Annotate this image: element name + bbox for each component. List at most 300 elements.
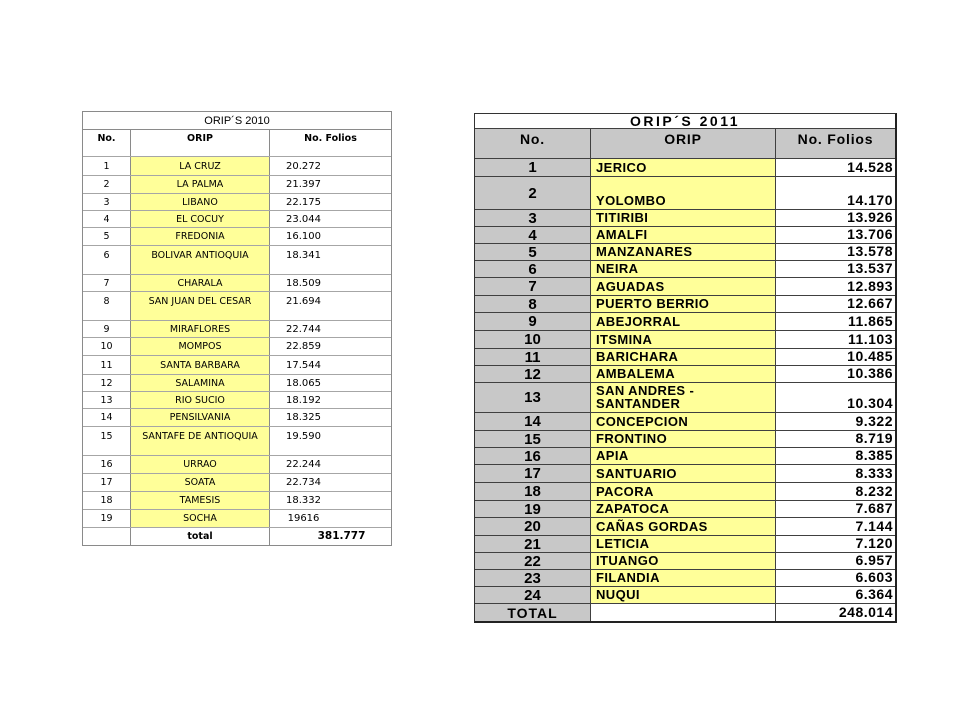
row-number-cell (83, 375, 131, 391)
orip-name: CONCEPCION (596, 414, 689, 429)
row-number: 15 (100, 431, 113, 442)
orip-name-cell (591, 349, 776, 365)
orip-name-cell (591, 278, 776, 295)
row-number-cell (475, 465, 591, 482)
row-number-cell (83, 321, 131, 337)
row-number-cell (475, 448, 591, 464)
orip-name: SALAMINA (175, 377, 225, 389)
folios-count: 18.509 (286, 277, 321, 289)
table-row (83, 510, 391, 528)
row-number: 6 (528, 261, 537, 277)
orip-name: LETICIA (596, 536, 650, 551)
orip-name: SAN JUAN DEL CESAR (148, 296, 252, 307)
folios-count-cell (776, 553, 895, 569)
folios-count-cell (270, 338, 391, 355)
row-number: 3 (528, 210, 537, 226)
row-number-cell (475, 366, 591, 382)
header-no: No. (520, 131, 545, 147)
folios-count: 10.485 (847, 349, 893, 364)
table-row (475, 570, 895, 587)
row-number-cell (83, 492, 131, 509)
folios-count: 22.859 (286, 341, 321, 352)
row-number: 17 (100, 477, 113, 488)
table-row (475, 313, 895, 331)
folios-count: 23.044 (286, 213, 321, 225)
orip-name: MOMPOS (178, 341, 222, 352)
table-row (475, 296, 895, 313)
orip-name: CHARALA (177, 277, 223, 289)
table-row (83, 275, 391, 292)
folios-count: 18.192 (286, 394, 321, 406)
orip-name-cell (591, 159, 776, 176)
row-number: 6 (103, 250, 110, 261)
row-number: 12 (100, 377, 113, 389)
table-row (83, 492, 391, 510)
header-folios: No. Folios (304, 133, 357, 144)
orip-name-cell (591, 431, 776, 447)
folios-count: 18.325 (286, 412, 321, 423)
table-row (83, 356, 391, 375)
folios-count-cell (776, 177, 895, 209)
orip-name: EL COCUY (176, 213, 224, 225)
table-row (475, 383, 895, 413)
orip-name: LIBANO (182, 196, 218, 208)
table-row (475, 331, 895, 349)
folios-count-cell (776, 501, 895, 517)
row-number-cell (475, 227, 591, 243)
row-number-cell (475, 177, 591, 209)
orip-name-cell (131, 321, 270, 337)
row-number: 10 (100, 341, 113, 352)
row-number: 22 (524, 553, 541, 569)
row-number-cell (475, 501, 591, 517)
row-number-cell (83, 338, 131, 355)
orip-name: TAMESIS (179, 495, 221, 506)
folios-count: 22.744 (286, 323, 321, 335)
folios-count: 19616 (287, 513, 320, 524)
orip-name: AMALFI (596, 227, 648, 242)
orip-name: AMBALEMA (596, 366, 676, 381)
header-no: No. (97, 133, 116, 144)
folios-count-cell (776, 465, 895, 482)
folios-count-cell (776, 159, 895, 176)
total-folios: 381.777 (317, 530, 366, 542)
row-number: 20 (524, 518, 541, 535)
folios-count-cell (776, 518, 895, 535)
row-number: 8 (528, 296, 537, 312)
folios-count: 8.385 (855, 448, 893, 463)
folios-count-cell (776, 210, 895, 226)
table-row (475, 465, 895, 483)
row-number-cell (475, 244, 591, 260)
folios-count: 17.544 (286, 359, 321, 371)
orip-name-cell (131, 427, 270, 455)
header-no-cell (475, 129, 591, 158)
table-row (475, 553, 895, 570)
table-row (475, 261, 895, 278)
table-row (83, 228, 391, 246)
row-number-cell (475, 331, 591, 348)
orip-name-cell (131, 510, 270, 527)
table-row (475, 518, 895, 536)
table-row (83, 474, 391, 492)
folios-count: 19.590 (286, 431, 321, 442)
row-number-cell (83, 510, 131, 527)
orip-2011-table (474, 113, 897, 623)
orip-name: JERICO (596, 160, 647, 175)
total-label: TOTAL (507, 604, 558, 621)
folios-count: 8.719 (855, 431, 893, 446)
orip-name: FRONTINO (596, 431, 668, 446)
table-header-row (83, 130, 391, 157)
total-folios-cell (776, 604, 895, 621)
orip-name-cell (131, 456, 270, 473)
orip-name-cell (131, 194, 270, 210)
row-number: 17 (524, 465, 541, 482)
table-row (83, 456, 391, 474)
total-row (83, 528, 391, 545)
orip-name: RIO SUCIO (175, 394, 225, 406)
orip-name-cell (591, 383, 776, 412)
orip-name: URRAO (183, 459, 217, 470)
orip-name-cell (131, 338, 270, 355)
orip-name-cell (591, 244, 776, 260)
orip-name: TITIRIBI (596, 210, 649, 225)
row-number-cell (83, 392, 131, 408)
orip-name: BARICHARA (596, 349, 679, 364)
orip-name-cell (591, 501, 776, 517)
row-number: 4 (528, 227, 537, 243)
folios-count-cell (776, 313, 895, 330)
folios-count: 7.144 (855, 518, 893, 534)
folios-count: 7.120 (855, 536, 893, 551)
folios-count: 6.957 (855, 553, 893, 568)
header-orip-cell (591, 129, 776, 158)
folios-count-cell (270, 194, 391, 210)
row-number: 16 (100, 459, 113, 470)
table-row (475, 501, 895, 518)
folios-count: 9.322 (855, 413, 893, 429)
row-number-cell (475, 278, 591, 295)
orip-name-cell (591, 465, 776, 482)
orip-name-cell (591, 227, 776, 243)
orip-name: CAÑAS GORDAS (596, 519, 708, 534)
folios-count: 13.926 (847, 210, 893, 225)
folios-count: 13.537 (847, 261, 893, 276)
orip-name-cell (131, 375, 270, 391)
table-row (83, 409, 391, 427)
table-row (83, 157, 391, 176)
folios-count-cell (776, 349, 895, 365)
folios-count: 21.397 (286, 179, 321, 190)
row-number-cell (475, 349, 591, 365)
table-header-row (475, 129, 895, 159)
folios-count-cell (270, 176, 391, 193)
row-number-cell (83, 292, 131, 320)
folios-count: 6.603 (855, 570, 893, 585)
orip-name: PUERTO BERRIO (596, 296, 710, 311)
orip-name: SAN ANDRES - SANTANDER (596, 383, 695, 411)
orip-name: SANTUARIO (596, 466, 677, 481)
orip-name-cell (131, 409, 270, 426)
orip-name: YOLOMBO (596, 193, 666, 208)
header-no-cell (83, 130, 131, 156)
header-folios-cell (776, 129, 895, 158)
table-row (83, 375, 391, 392)
orip-name: MIRAFLORES (169, 323, 231, 335)
folios-count: 18.332 (286, 495, 321, 506)
row-number-cell (83, 409, 131, 426)
table-row (475, 536, 895, 553)
row-number: 19 (100, 513, 113, 524)
row-number: 9 (528, 313, 537, 330)
orip-name-cell (591, 587, 776, 603)
folios-count-cell (776, 331, 895, 348)
table-row (475, 587, 895, 604)
folios-count-cell (776, 261, 895, 277)
folios-count-cell (270, 211, 391, 227)
folios-count-cell (776, 227, 895, 243)
orip-name-cell (591, 518, 776, 535)
folios-count-cell (776, 570, 895, 586)
total-folios: 248.014 (838, 604, 893, 620)
orip-name-cell (591, 261, 776, 277)
row-number: 5 (103, 231, 110, 242)
table-row (475, 483, 895, 501)
row-number: 7 (528, 278, 537, 295)
header-folios: No. Folios (797, 131, 874, 147)
total-label-cell (475, 604, 591, 621)
orip-name: LA PALMA (176, 179, 224, 190)
folios-count-cell (270, 492, 391, 509)
table-row (475, 177, 895, 210)
header-orip-cell (131, 130, 270, 156)
orip-name: FREDONIA (175, 231, 225, 242)
row-number-cell (83, 194, 131, 210)
orip-name: ABEJORRAL (596, 314, 681, 329)
row-number-cell (475, 587, 591, 603)
table-row (83, 321, 391, 338)
orip-name-cell (591, 570, 776, 586)
folios-count: 10.386 (847, 366, 893, 381)
row-number-cell (475, 431, 591, 447)
orip-name: FILANDIA (596, 570, 660, 585)
folios-count-cell (270, 375, 391, 391)
folios-count-cell (270, 292, 391, 320)
orip-name-cell (591, 536, 776, 552)
table-row (475, 448, 895, 465)
table-row (83, 392, 391, 409)
orip-name: ITUANGO (596, 553, 659, 568)
orip-name-cell (591, 331, 776, 348)
orip-name: MANZANARES (596, 244, 693, 259)
folios-count: 20.272 (286, 160, 321, 172)
folios-count: 11.865 (847, 313, 893, 329)
orip-name-cell (131, 246, 270, 274)
table-title-row (83, 112, 391, 130)
total-row (475, 604, 895, 621)
folios-count: 8.232 (855, 483, 893, 499)
table-row (83, 194, 391, 211)
folios-count: 21.694 (286, 296, 321, 307)
row-number-cell (475, 159, 591, 176)
folios-count-cell (270, 246, 391, 274)
folios-count-cell (776, 413, 895, 430)
folios-count-cell (270, 321, 391, 337)
folios-count: 22.244 (286, 459, 321, 470)
folios-count-cell (270, 392, 391, 408)
orip-name-cell (131, 292, 270, 320)
orip-name: AGUADAS (596, 279, 665, 294)
table-row (83, 176, 391, 194)
table-row (475, 278, 895, 296)
orip-name: SANTAFE DE ANTIOQUIA (142, 431, 258, 442)
table-title-row (475, 114, 895, 129)
folios-count: 12.893 (847, 278, 893, 294)
table-row (475, 244, 895, 261)
orip-name: APIA (596, 448, 629, 463)
folios-count: 18.341 (286, 250, 321, 261)
table-row (475, 227, 895, 244)
orip-name-cell (131, 275, 270, 291)
header-folios-cell (270, 130, 391, 156)
row-number-cell (475, 553, 591, 569)
folios-count: 13.706 (847, 227, 893, 242)
row-number-cell (475, 383, 591, 412)
folios-count-cell (270, 409, 391, 426)
folios-count: 8.333 (855, 465, 893, 481)
row-number: 4 (103, 213, 110, 225)
table-row (475, 366, 895, 383)
row-number: 21 (524, 536, 541, 552)
row-number: 5 (528, 244, 537, 260)
orip-name: NUQUI (596, 587, 640, 602)
folios-count-cell (776, 278, 895, 295)
row-number-cell (83, 456, 131, 473)
row-number-cell (83, 275, 131, 291)
folios-count-cell (776, 244, 895, 260)
orip-name: SOCHA (183, 513, 217, 524)
folios-count: 6.364 (855, 587, 893, 602)
row-number: 9 (103, 323, 110, 335)
orip-name-cell (591, 177, 776, 209)
row-number-cell (475, 261, 591, 277)
orip-name-cell (591, 210, 776, 226)
folios-count: 22.734 (286, 477, 321, 488)
folios-count-cell (270, 456, 391, 473)
table-row (475, 159, 895, 177)
table-title: ORIP´S 2011 (630, 113, 740, 129)
table-title: ORIP´S 2010 (204, 114, 270, 127)
row-number: 2 (103, 179, 110, 190)
row-number: 13 (524, 389, 541, 406)
orip-name: PENSILVANIA (169, 412, 231, 423)
folios-count-cell (270, 427, 391, 455)
row-number-cell (83, 176, 131, 193)
folios-count-cell (776, 366, 895, 382)
folios-count-cell (776, 383, 895, 412)
total-label: total (187, 531, 213, 542)
orip-name: NEIRA (596, 261, 639, 276)
row-number: 15 (524, 431, 541, 447)
orip-name-cell (591, 313, 776, 330)
row-number-cell (83, 228, 131, 245)
row-number: 16 (524, 448, 541, 464)
folios-count-cell (270, 275, 391, 291)
row-number-cell (475, 296, 591, 312)
orip-name-cell (131, 176, 270, 193)
total-no-cell (83, 528, 131, 545)
row-number: 8 (103, 296, 110, 307)
row-number-cell (475, 413, 591, 430)
row-number: 18 (524, 483, 541, 500)
row-number: 7 (103, 277, 110, 289)
row-number-cell (83, 246, 131, 274)
row-number: 23 (524, 570, 541, 586)
row-number-cell (475, 210, 591, 226)
row-number: 18 (100, 495, 113, 506)
orip-name-cell (591, 448, 776, 464)
table-row (83, 292, 391, 321)
folios-count-cell (270, 228, 391, 245)
row-number-cell (83, 356, 131, 374)
row-number-cell (83, 157, 131, 175)
folios-count: 14.170 (847, 192, 893, 208)
orip-name-cell (591, 483, 776, 500)
orip-name-cell (131, 492, 270, 509)
orip-name: BOLIVAR ANTIOQUIA (151, 250, 249, 261)
table-row (83, 427, 391, 456)
table-row (475, 413, 895, 431)
orip-name: LA CRUZ (179, 160, 221, 172)
row-number-cell (475, 536, 591, 552)
folios-count-cell (270, 510, 391, 527)
orip-name-cell (591, 413, 776, 430)
row-number: 11 (524, 349, 541, 365)
row-number: 12 (524, 366, 541, 382)
orip-name-cell (131, 474, 270, 491)
orip-name: SANTA BARBARA (160, 359, 240, 371)
total-empty-cell (591, 604, 776, 621)
table-row (475, 210, 895, 227)
orip-name: SOATA (184, 477, 216, 488)
folios-count: 13.578 (847, 244, 893, 259)
row-number: 11 (100, 359, 113, 371)
table-row (83, 246, 391, 275)
folios-count: 18.065 (286, 377, 321, 389)
orip-name-cell (131, 157, 270, 175)
orip-name-cell (591, 366, 776, 382)
table-row (475, 431, 895, 448)
row-number-cell (83, 474, 131, 491)
orip-name: ZAPATOCA (596, 501, 670, 516)
orip-2010-table (82, 111, 392, 546)
row-number-cell (475, 518, 591, 535)
row-number: 10 (524, 331, 541, 348)
row-number-cell (475, 313, 591, 330)
folios-count-cell (270, 356, 391, 374)
row-number: 14 (524, 413, 541, 430)
row-number: 1 (103, 160, 110, 172)
row-number: 14 (100, 412, 113, 423)
row-number-cell (475, 570, 591, 586)
orip-name-cell (131, 356, 270, 374)
row-number: 24 (524, 587, 541, 603)
row-number-cell (83, 427, 131, 455)
table-row (83, 211, 391, 228)
orip-name: PACORA (596, 484, 654, 499)
row-number: 13 (100, 394, 113, 406)
